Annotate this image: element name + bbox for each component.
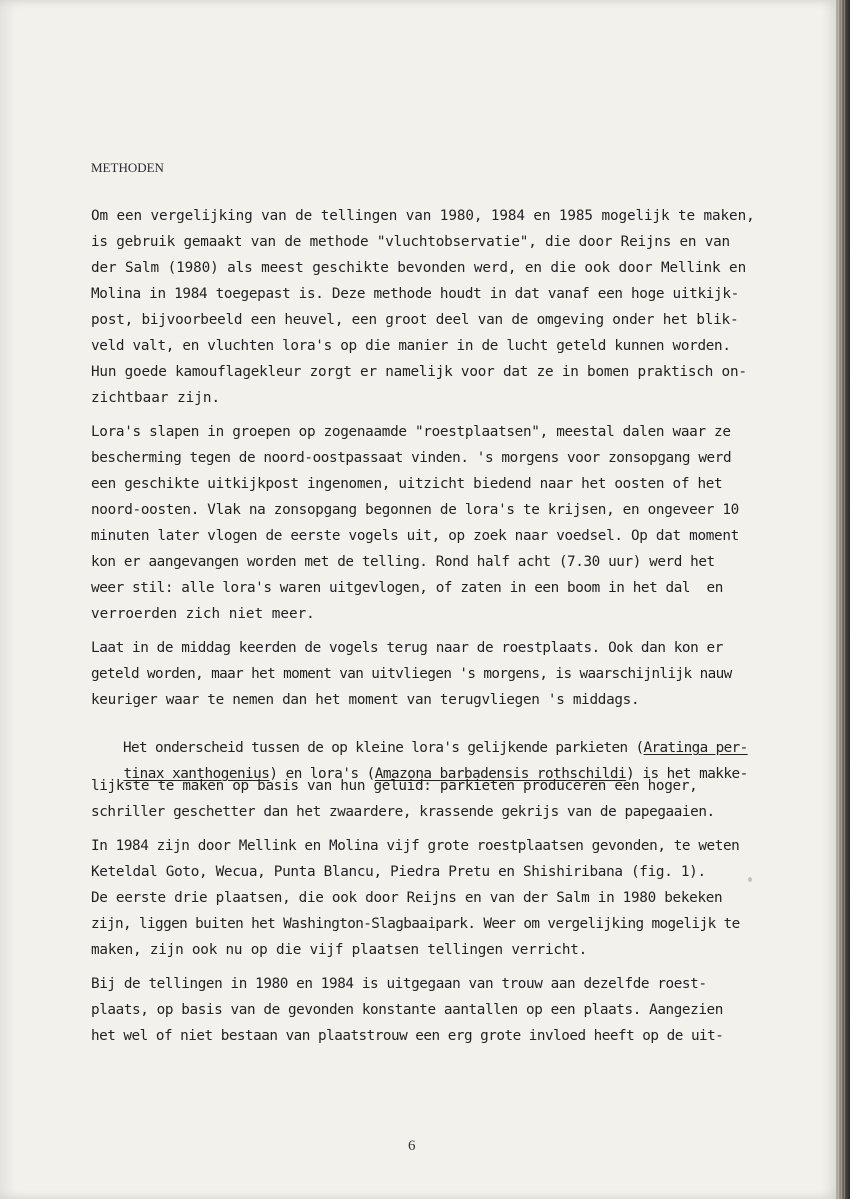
species-name-aratinga-cont: tinax xanthogenius xyxy=(123,766,270,783)
text-line: der Salm (1980) als meest geschikte bevonden werd, en die ook door Mellink en xyxy=(91,260,747,276)
text-line: Om een vergelijking van de tellingen van 1980, 1984 en 1985 mogelijk te maken, xyxy=(91,208,755,224)
text-line: een geschikte uitkijkpost ingenomen, uitzicht biedend naar het oosten of het xyxy=(91,476,723,492)
text-line: Bij de tellingen in 1980 en 1984 is uitgegaan van trouw aan dezelfde roest- xyxy=(91,976,707,992)
text-line: bescherming tegen de noord-oostpassaat vinden. 's morgens voor zonsopgang werd xyxy=(91,450,732,466)
text-line: De eerste drie plaatsen, die ook door Reijns en van der Salm in 1980 bekeken xyxy=(91,890,723,906)
text-span: ) is het makke- xyxy=(626,766,748,783)
species-name-amazona: Amazona barbadensis rothschildi xyxy=(374,766,627,783)
text-line: Keteldal Goto, Wecua, Punta Blancu, Piedra Pretu en Shishiribana (fig. 1). xyxy=(91,864,706,880)
text-line: noord-oosten. Vlak na zonsopgang begonnen de lora's te krijsen, en ongeveer 10 xyxy=(91,502,739,518)
text-line: Hun goede kamouflagekleur zorgt er namelijk voor dat ze in bomen praktisch on- xyxy=(91,364,747,380)
text-line: geteld worden, maar het moment van uitvliegen 's morgens, is waarschijnlijk nauw xyxy=(91,666,732,682)
text-line: minuten later vlogen de eerste vogels uit, op zoek naar voedsel. Op dat moment xyxy=(91,528,739,544)
text-line: zijn, liggen buiten het Washington-Slagbaaipark. Weer om vergelijking mogelijk te xyxy=(91,916,740,932)
text-line: veld valt, en vluchten lora's op die manier in de lucht geteld kunnen worden. xyxy=(91,338,731,354)
page-number: 6 xyxy=(408,1138,416,1154)
text-line: Laat in de middag keerden de vogels terug naar de roestplaats. Ook dan kon er xyxy=(91,640,723,656)
text-line: lijkste te maken op basis van hun geluid: parkieten produceren een hoger, xyxy=(91,778,698,794)
text-line: het wel of niet bestaan van plaatstrouw een erg grote invloed heeft op de uit- xyxy=(91,1028,724,1044)
text-line: post, bijvoorbeeld een heuvel, een groot deel van de omgeving onder het blik- xyxy=(91,312,739,328)
book-page-edges xyxy=(836,0,850,1199)
text-line: Molina in 1984 toegepast is. Deze methode houdt in dat vanaf een hoge uitkijk- xyxy=(91,286,739,302)
text-line: plaats, op basis van de gevonden konstante aantallen op een plaats. Aangezien xyxy=(91,1002,723,1018)
text-span: ) en lora's ( xyxy=(269,766,375,783)
text-line: verroerden zich niet meer. xyxy=(91,606,315,622)
text-line: is gebruik gemaakt van de methode "vluchtobservatie", die door Reijns en van xyxy=(91,234,730,250)
page-edge-texture xyxy=(838,0,846,1199)
text-line: weer stil: alle lora's waren uitgevlogen, of zaten in een boom in het dal en xyxy=(91,580,723,596)
text-line: Lora's slapen in groepen op zogenaamde "roestplaatsen", meestal dalen waar ze xyxy=(91,424,731,440)
text-line: kon er aangevangen worden met de telling. Rond half acht (7.30 uur) werd het xyxy=(91,554,715,570)
text-line: schriller geschetter dan het zwaardere, krassende gekrijs van de papegaaien. xyxy=(91,804,715,820)
species-name-aratinga: Aratinga per- xyxy=(643,740,748,757)
text-line: keuriger waar te nemen dan het moment van terugvliegen 's middags. xyxy=(91,692,640,708)
text-span: Het onderscheid tussen de op kleine lora's gelijkende parkieten ( xyxy=(123,740,644,757)
text-line: maken, zijn ook nu op die vijf plaatsen tellingen verricht. xyxy=(91,942,588,958)
paper-speck xyxy=(748,877,752,882)
text-line: In 1984 zijn door Mellink en Molina vijf grote roestplaatsen gevonden, te weten xyxy=(91,838,740,854)
text-line: zichtbaar zijn. xyxy=(91,390,221,406)
section-heading: METHODEN xyxy=(91,160,164,175)
